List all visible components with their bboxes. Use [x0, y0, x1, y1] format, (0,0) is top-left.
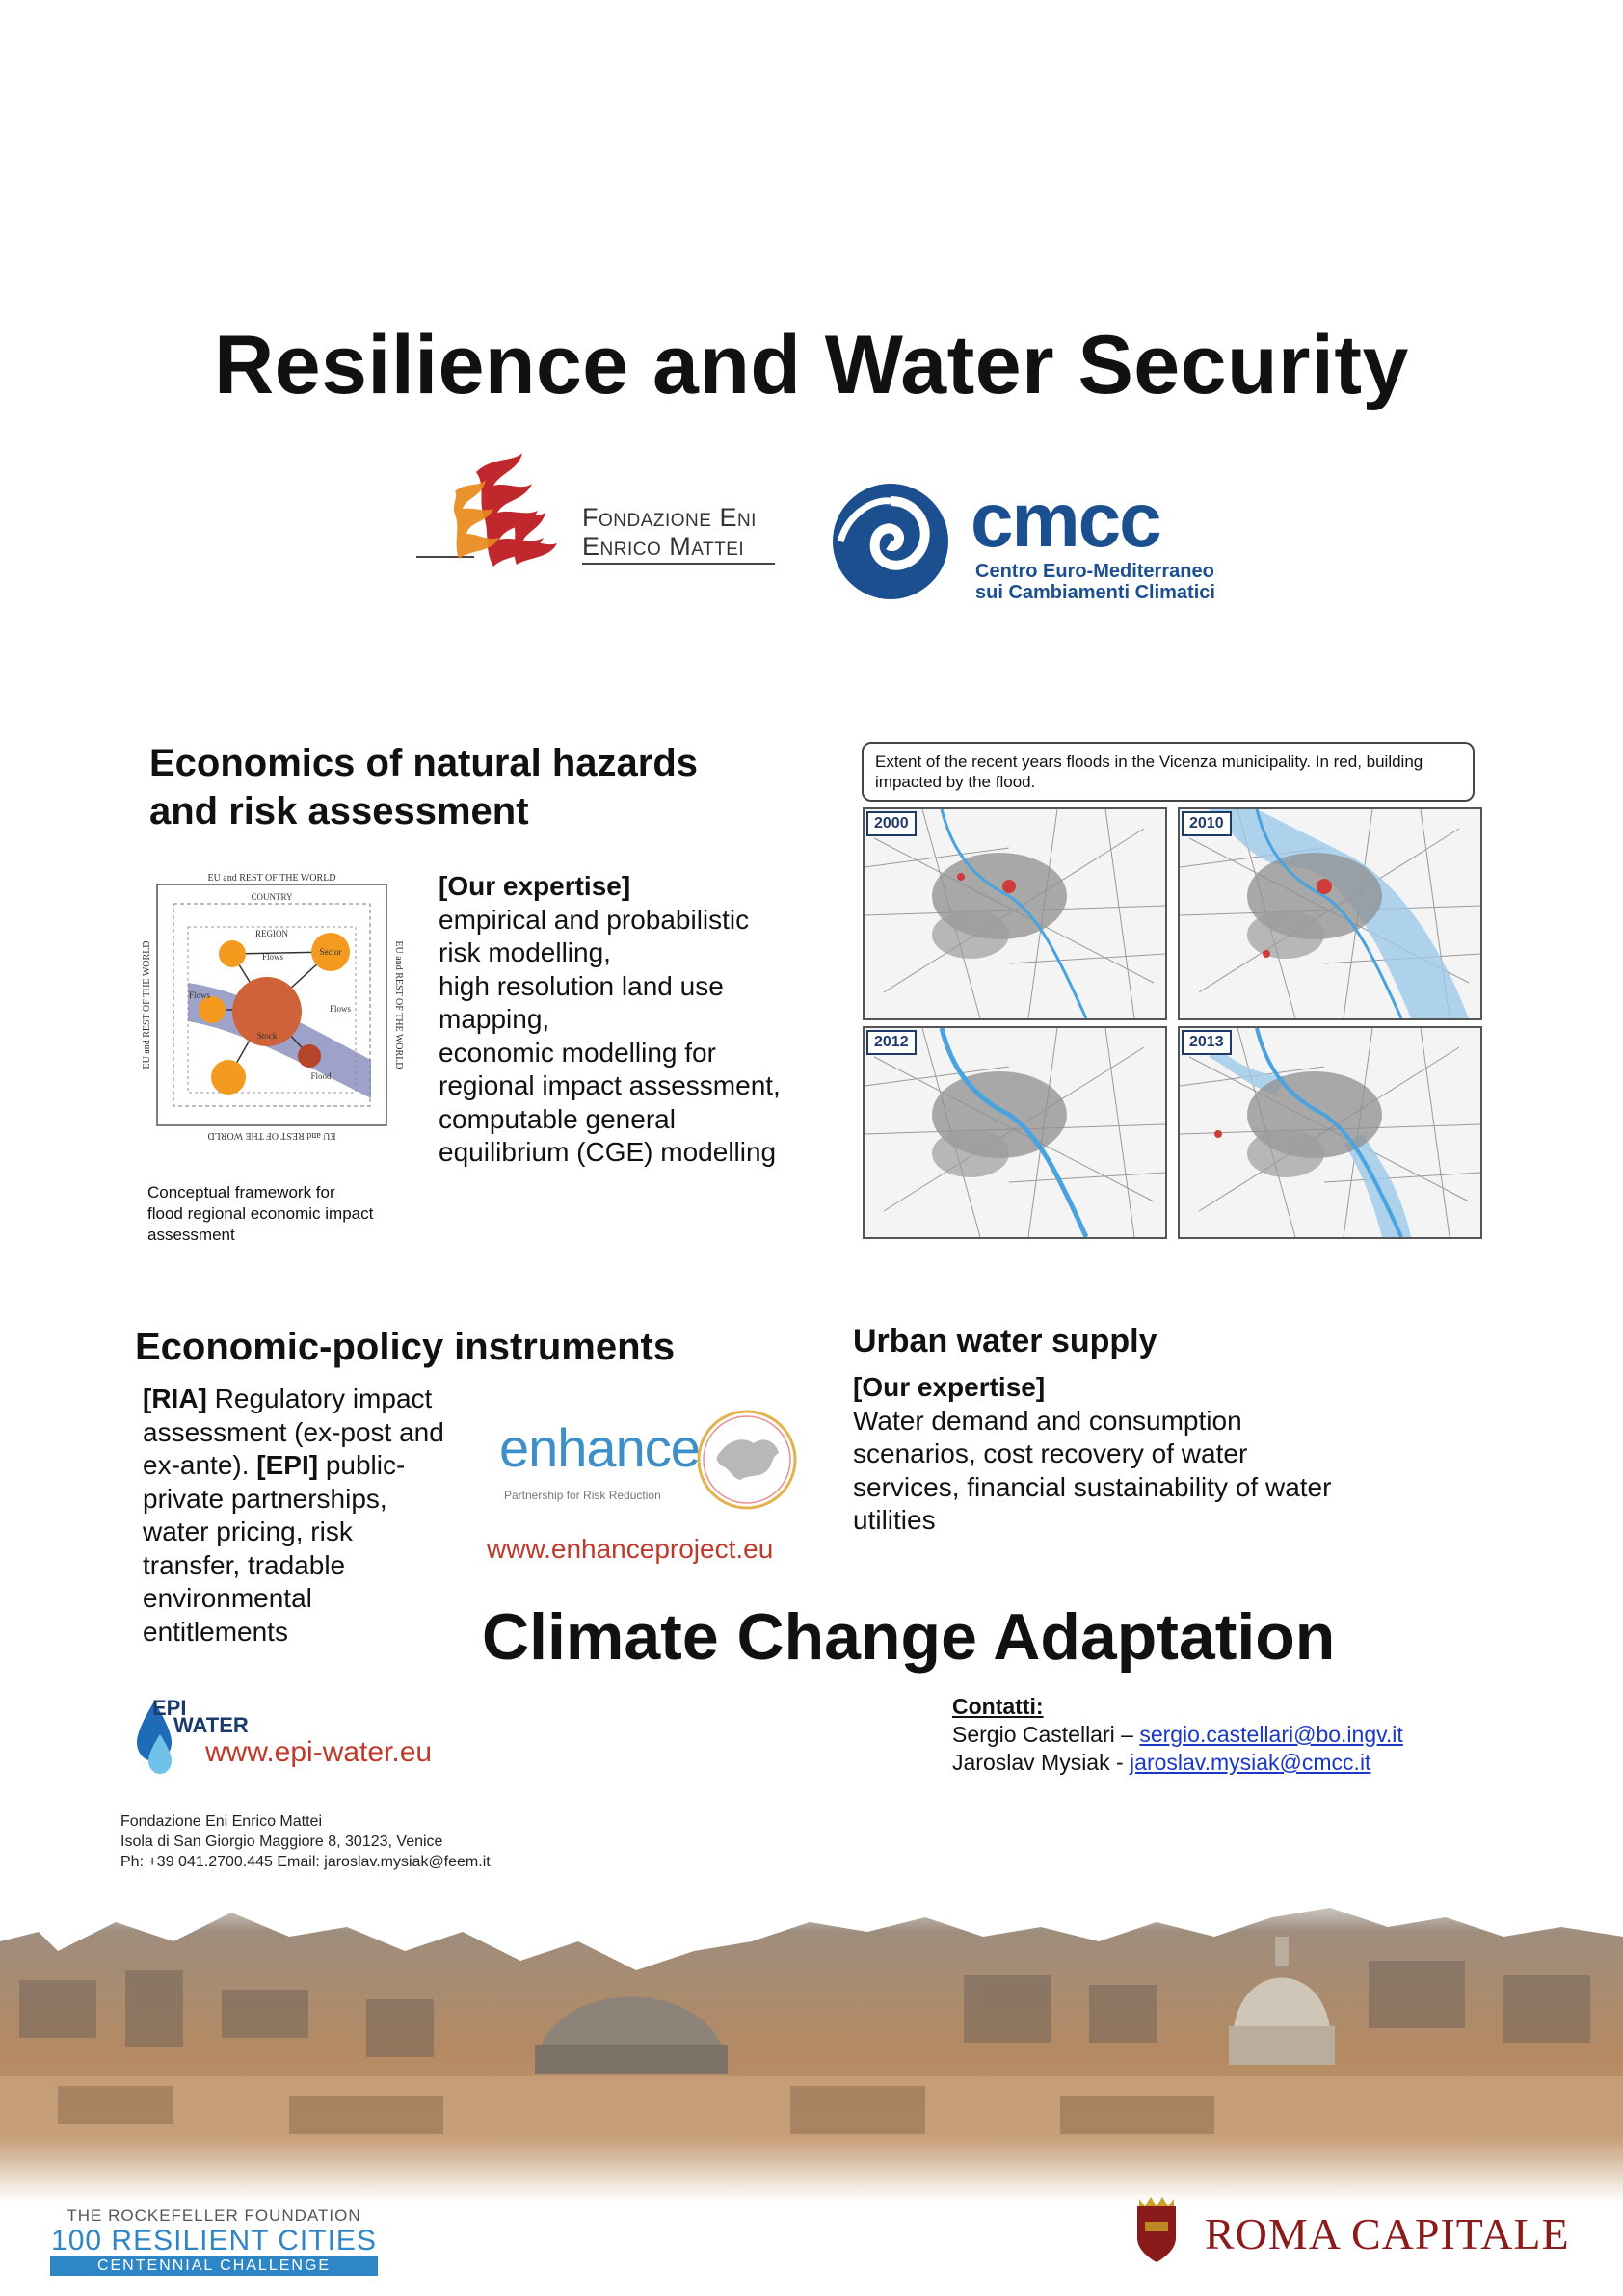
map-year-label: 2000	[866, 811, 917, 836]
diagram-label-flows: Flows	[261, 952, 284, 962]
feem-flame-icon	[416, 453, 580, 578]
cmcc-sub1: Centro Euro-Mediterraneo	[975, 561, 1214, 582]
contacts	[952, 1693, 1569, 1777]
section3-body	[853, 1371, 1393, 1538]
feem-logo	[416, 453, 783, 578]
contact-email-link[interactable]: jaroslav.mysiak@cmcc.it	[1130, 1750, 1371, 1775]
section2-line: water pricing, risk	[143, 1517, 353, 1546]
conceptual-diagram	[140, 867, 405, 1147]
europe-map-icon	[694, 1407, 800, 1513]
diagram-label-country: COUNTRY	[251, 892, 293, 902]
rf-line1: THE ROCKEFELLER FOUNDATION	[67, 2206, 361, 2225]
section2-line: entitlements	[143, 1616, 288, 1647]
section2-body	[143, 1383, 470, 1649]
roma-capitale-logo	[1128, 2195, 1600, 2272]
map-year-label: 2013	[1182, 1030, 1232, 1055]
ria-text: ex-ante).	[143, 1450, 250, 1480]
epi-water-url[interactable]: www.epi-water.eu	[205, 1736, 433, 1768]
address-line: Fondazione Eni Enrico Mattei	[120, 1813, 322, 1830]
epi-text: public-	[318, 1450, 406, 1480]
poster-title: Resilience and Water Security	[214, 319, 1409, 411]
section1-heading-line1: Economics of natural hazards	[149, 742, 699, 784]
flood-map-2012	[863, 1026, 1167, 1239]
epi-water-logo	[133, 1696, 461, 1782]
expertise-line: mapping,	[439, 1004, 550, 1034]
enhance-tagline: Partnership for Risk Reduction	[504, 1489, 661, 1502]
cmcc-name: cmcc	[971, 477, 1160, 563]
cca-title: Climate Change Adaptation	[482, 1600, 1336, 1674]
flood-map-2013	[1178, 1026, 1482, 1239]
diagram-label-top: EU and REST OF THE WORLD	[207, 873, 336, 884]
roma-crest-icon	[1128, 2195, 1185, 2267]
diagram-caption-line: flood regional economic impact	[147, 1204, 374, 1223]
address-line: Isola di San Giorgio Maggiore 8, 30123, Venice	[120, 1834, 443, 1850]
expertise-line: economic modelling for	[439, 1037, 716, 1068]
ria-label: [RIA]	[143, 1384, 207, 1413]
diagram-caption-line: assessment	[147, 1226, 235, 1244]
feem-name-line2: Enrico Mattei	[582, 532, 745, 561]
section3-heading: Urban water supply	[853, 1323, 1157, 1359]
map-year-label: 2010	[1182, 811, 1232, 836]
expertise-line: regional impact assessment,	[439, 1070, 781, 1100]
epi-logo-text2: WATER	[173, 1713, 249, 1737]
ria-text: Regulatory impact	[206, 1384, 433, 1413]
diagram-label-flows2: Flows	[188, 990, 211, 1000]
diagram-label-flood: Flood	[310, 1071, 332, 1081]
contact-name: Jaroslav Mysiak -	[952, 1750, 1131, 1775]
enhance-url[interactable]: www.enhanceproject.eu	[487, 1534, 774, 1564]
map-year-label: 2012	[866, 1030, 917, 1055]
diagram-node-flows	[219, 940, 246, 967]
flood-map-2010	[1178, 807, 1482, 1020]
section1-heading-line2: and risk assessment	[149, 790, 529, 832]
section1-expertise-label: [Our expertise]	[439, 871, 631, 901]
rf-line2: 100 RESILIENT CITIES	[51, 2225, 377, 2256]
section2-line: private partnerships,	[143, 1483, 387, 1514]
section2-line: environmental	[143, 1583, 312, 1613]
contact-name: Sergio Castellari –	[952, 1722, 1140, 1747]
epi-logo-text: EPI	[152, 1696, 187, 1720]
ria-text: assessment (ex-post and	[143, 1416, 444, 1447]
rf-line3: CENTENNIAL CHALLENGE	[50, 2256, 378, 2276]
roma-capitale-text: ROMA CAPITALE	[1205, 2209, 1570, 2258]
rome-skyline-image	[0, 1884, 1623, 2202]
diagram-caption	[147, 1182, 417, 1246]
diagram-label-bottom: EU and REST OF THE WORLD	[207, 1130, 336, 1141]
section2-heading: Economic-policy instruments	[135, 1326, 676, 1368]
expertise-line: high resolution land use	[439, 970, 724, 1001]
diagram-label-region: REGION	[255, 929, 288, 938]
diagram-node-left	[199, 996, 226, 1023]
section3-line: services, financial sustainability of water	[853, 1471, 1332, 1502]
epi-label: [EPI]	[256, 1450, 319, 1480]
enhance-name: enhance	[499, 1417, 700, 1478]
contact-email-link[interactable]: sergio.castellari@bo.ingv.it	[1139, 1722, 1403, 1747]
diagram-label-flows3: Flows	[329, 1004, 352, 1014]
section3-line: Water demand and consumption	[853, 1405, 1242, 1436]
section3-expertise-label: [Our expertise]	[853, 1372, 1046, 1402]
section3-line: utilities	[853, 1505, 936, 1535]
section1-heading	[149, 739, 805, 835]
cmcc-logo	[831, 477, 1216, 603]
diagram-label-sector: Sector	[319, 947, 342, 957]
enhance-logo	[496, 1407, 805, 1513]
maps-caption: Extent of the recent years floods in the Vicenza municipality. In red, building impacted by the flood.	[862, 742, 1475, 802]
section3-line: scenarios, cost recovery of water	[853, 1438, 1248, 1468]
cmcc-swirl-icon	[831, 482, 951, 602]
expertise-line: equilibrium (CGE) modelling	[439, 1137, 777, 1167]
expertise-line: empirical and probabilistic	[439, 904, 750, 935]
address-line: Ph: +39 041.2700.445 Email: jaroslav.mysiak@feem.it	[120, 1854, 491, 1870]
cmcc-sub2: sui Cambiamenti Climatici	[975, 582, 1215, 603]
contacts-label: Contatti:	[952, 1694, 1044, 1719]
diagram-caption-line: Conceptual framework for	[147, 1183, 335, 1201]
diagram-label-stock: Stock	[256, 1031, 278, 1041]
feem-address	[120, 1811, 491, 1872]
flood-map-2000	[863, 807, 1167, 1020]
diagram-label-left: EU and REST OF THE WORLD	[142, 940, 152, 1069]
feem-name-line1: Fondazione Eni	[582, 503, 757, 532]
diagram-label-right: EU and REST OF THE WORLD	[393, 940, 404, 1069]
expertise-line: risk modelling,	[439, 937, 611, 967]
section2-line: transfer, tradable	[143, 1549, 346, 1580]
rockefeller-logo	[50, 2206, 378, 2276]
diagram-node-flood	[298, 1044, 321, 1068]
section1-expertise	[439, 870, 824, 1170]
diagram-node-bottom	[211, 1060, 246, 1095]
expertise-line: computable general	[439, 1103, 676, 1134]
